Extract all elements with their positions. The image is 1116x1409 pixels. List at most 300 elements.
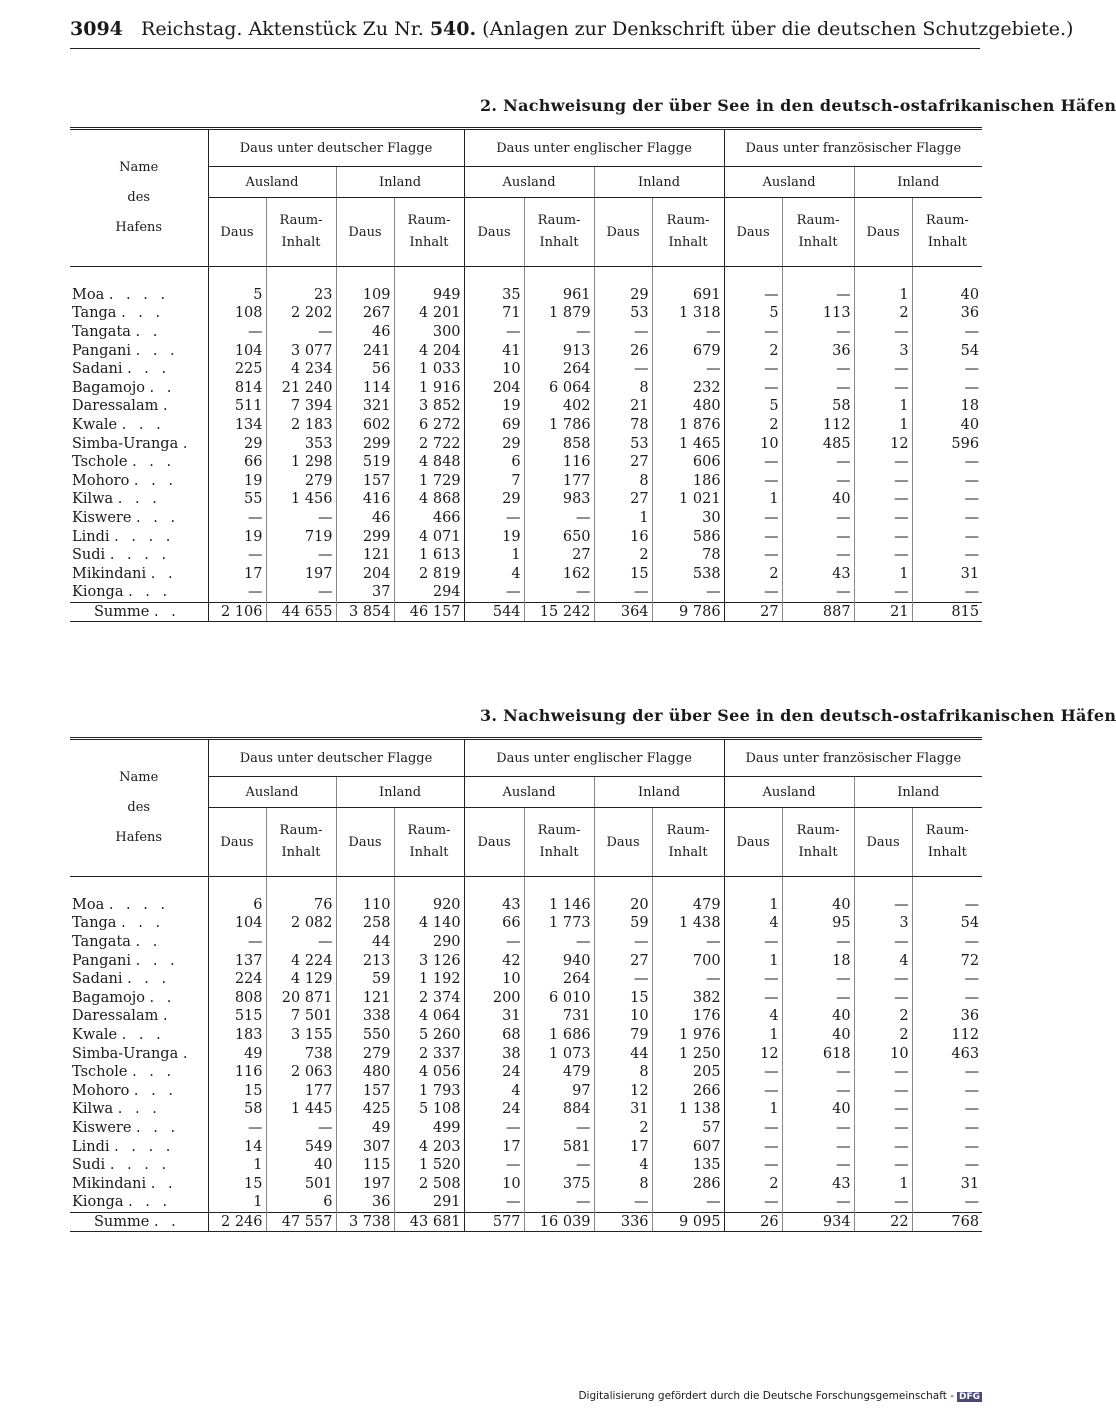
value-cell: 104 — [208, 914, 266, 933]
value-cell: — — [964, 934, 980, 951]
raum-inhalt-col-header — [524, 198, 594, 267]
value-cell: 177 — [524, 472, 594, 491]
value-cell: 44 — [594, 1044, 652, 1063]
leader-dots: . . . . — [109, 547, 171, 564]
value-cell: — — [964, 1101, 980, 1118]
value-cell: — — [782, 286, 854, 305]
sum-value-cell: 887 — [782, 602, 854, 622]
name-header-line: Name — [119, 770, 159, 785]
value-cell: 15 — [594, 565, 652, 584]
value-cell: — — [782, 1193, 854, 1212]
value-cell: — — [652, 360, 724, 379]
value-cell: 499 — [394, 1119, 464, 1138]
footer — [578, 1390, 982, 1402]
port-name-cell — [70, 490, 208, 509]
value-cell: — — [724, 1137, 782, 1156]
value-cell: 4 140 — [394, 914, 464, 933]
value-cell: 581 — [524, 1137, 594, 1156]
port-name: Mohoro — [72, 1082, 130, 1099]
raum-label: Raum- — [279, 823, 323, 838]
value-cell: 4 129 — [266, 970, 336, 989]
value-cell: 53 — [594, 434, 652, 453]
value-cell: 511 — [208, 397, 266, 416]
port-name: Bagamojo — [72, 379, 145, 396]
sum-value-cell: 46 157 — [394, 602, 464, 622]
value-cell: 808 — [208, 989, 266, 1008]
value-cell: — — [782, 472, 854, 491]
value-cell: 884 — [524, 1100, 594, 1119]
value-cell: — — [964, 584, 980, 601]
value-cell: 157 — [336, 472, 394, 491]
sum-value-cell: 9 095 — [652, 1212, 724, 1232]
value-cell: — — [464, 509, 524, 528]
sum-value-cell: 21 — [854, 602, 912, 622]
ausland-header: Ausland — [464, 777, 594, 808]
sum-value-cell: 544 — [464, 602, 524, 622]
port-name-cell — [70, 453, 208, 472]
value-cell: 40 — [266, 1156, 336, 1175]
leader-dots: . . . — [132, 454, 176, 471]
raum-label: Raum- — [796, 823, 840, 838]
value-cell: — — [854, 453, 912, 472]
value-cell: 3 852 — [394, 397, 464, 416]
value-cell: 10 — [464, 360, 524, 379]
port-name: Simba-Uranga — [72, 435, 179, 452]
value-cell: 602 — [336, 416, 394, 435]
value-cell: 4 — [724, 1007, 782, 1026]
leader-dots: . . . — [136, 1120, 180, 1137]
raum-label: Raum- — [925, 213, 969, 228]
raum-inhalt-col-header — [524, 808, 594, 877]
value-cell: 66 — [208, 453, 266, 472]
value-cell: 4 203 — [394, 1137, 464, 1156]
value-cell: 54 — [960, 342, 980, 359]
value-cell: 1 — [208, 1156, 266, 1175]
value-cell: 36 — [782, 341, 854, 360]
inhalt-label: Inhalt — [927, 235, 967, 250]
table-row — [70, 453, 982, 472]
daus-col-header: Daus — [594, 198, 652, 267]
leader-dots: . . — [135, 324, 162, 341]
table-row — [70, 933, 982, 952]
value-cell: 116 — [208, 1063, 266, 1082]
value-cell: 12 — [724, 1044, 782, 1063]
value-cell: 16 — [594, 527, 652, 546]
value-cell: 104 — [208, 341, 266, 360]
value-cell: — — [782, 989, 854, 1008]
table-row — [70, 583, 982, 602]
value-cell: 731 — [524, 1007, 594, 1026]
value-cell: 12 — [594, 1082, 652, 1101]
value-cell: 46 — [336, 509, 394, 528]
value-cell: 66 — [464, 914, 524, 933]
value-cell: 375 — [524, 1175, 594, 1194]
value-cell: 40 — [782, 1026, 854, 1045]
name-header-line: Hafens — [115, 830, 163, 845]
value-cell: 2 — [724, 341, 782, 360]
table-row — [70, 1063, 982, 1082]
inhalt-label: Inhalt — [668, 235, 708, 250]
leader-dots: . . . — [127, 971, 171, 988]
value-cell: 18 — [960, 398, 980, 415]
value-cell: — — [854, 896, 912, 915]
value-cell: 20 871 — [266, 989, 336, 1008]
value-cell: 29 — [464, 434, 524, 453]
value-cell: 814 — [208, 379, 266, 398]
value-cell: 8 — [594, 1175, 652, 1194]
port-name-cell — [70, 323, 208, 342]
inland-header: Inland — [594, 777, 724, 808]
table-row — [70, 546, 982, 565]
port-name: Moa — [72, 896, 105, 913]
sum-value-cell: 2 106 — [208, 602, 266, 622]
value-cell: 57 — [652, 1119, 724, 1138]
value-cell: 27 — [594, 490, 652, 509]
table-row — [70, 1007, 982, 1026]
leader-dots: . . — [150, 1175, 177, 1192]
value-cell: 19 — [208, 527, 266, 546]
value-cell: 1 — [208, 1193, 266, 1212]
value-cell: 618 — [782, 1044, 854, 1063]
sum-label-cell — [70, 602, 208, 622]
sum-value-cell: 2 246 — [208, 1212, 266, 1232]
value-cell: 466 — [394, 509, 464, 528]
value-cell: — — [724, 933, 782, 952]
value-cell: 2 374 — [394, 989, 464, 1008]
port-name-cell — [70, 896, 208, 915]
value-cell: 338 — [336, 1007, 394, 1026]
value-cell: — — [208, 583, 266, 602]
value-cell: 538 — [652, 565, 724, 584]
value-cell: — — [266, 1119, 336, 1138]
value-cell: 1 879 — [524, 304, 594, 323]
name-header-line: des — [127, 800, 151, 815]
value-cell: 501 — [266, 1175, 336, 1194]
daus-col-header: Daus — [464, 198, 524, 267]
value-cell: — — [594, 583, 652, 602]
value-cell: 15 — [208, 1175, 266, 1194]
value-cell: — — [782, 360, 854, 379]
inland-header: Inland — [336, 167, 464, 198]
value-cell: 7 — [464, 472, 524, 491]
port-name: Daressalam — [72, 398, 159, 415]
daus-col-header: Daus — [724, 808, 782, 877]
value-cell: — — [782, 1082, 854, 1101]
value-cell: 224 — [208, 970, 266, 989]
leader-dots: . . . — [128, 584, 172, 601]
value-cell: 679 — [652, 341, 724, 360]
value-cell: — — [464, 1193, 524, 1212]
table-row — [70, 360, 982, 379]
table-row — [70, 1137, 982, 1156]
value-cell: 162 — [524, 565, 594, 584]
value-cell: — — [524, 1156, 594, 1175]
value-cell: 4 — [464, 1082, 524, 1101]
value-cell: 40 — [782, 490, 854, 509]
port-name: Lindi — [72, 1138, 110, 1155]
value-cell: 307 — [336, 1137, 394, 1156]
port-name-cell — [70, 1119, 208, 1138]
value-cell: 213 — [336, 951, 394, 970]
inhalt-label: Inhalt — [798, 235, 838, 250]
value-cell: — — [854, 1137, 912, 1156]
value-cell: 286 — [652, 1175, 724, 1194]
table-row — [70, 304, 982, 323]
value-cell: — — [724, 970, 782, 989]
sum-label: Summe — [94, 1213, 150, 1230]
value-cell: 267 — [336, 304, 394, 323]
value-cell: 36 — [336, 1193, 394, 1212]
sum-value-cell: 16 039 — [524, 1212, 594, 1232]
value-cell: — — [594, 360, 652, 379]
value-cell: 197 — [266, 565, 336, 584]
port-name: Tschole — [72, 1064, 128, 1081]
value-cell: 12 — [854, 434, 912, 453]
port-name: Kiswere — [72, 1120, 132, 1137]
value-cell: 21 240 — [266, 379, 336, 398]
value-cell: 56 — [336, 360, 394, 379]
value-cell: 78 — [594, 416, 652, 435]
daus-col-header: Daus — [208, 198, 266, 267]
sum-row — [70, 602, 982, 622]
value-cell: 2 — [854, 1007, 912, 1026]
value-cell: 2 — [594, 546, 652, 565]
flag-header: Daus unter französischer Flagge — [724, 739, 982, 777]
value-cell: — — [964, 528, 980, 545]
value-cell: 1 021 — [652, 490, 724, 509]
value-cell: 10 — [854, 1044, 912, 1063]
leader-dots: . . . — [127, 361, 171, 378]
value-cell: 76 — [266, 896, 336, 915]
value-cell: — — [854, 490, 912, 509]
value-cell: 1 — [854, 416, 912, 435]
port-name: Tanga — [72, 305, 117, 322]
leader-dots: . . . — [133, 1082, 177, 1099]
value-cell: — — [964, 1194, 980, 1211]
value-cell: 2 — [594, 1119, 652, 1138]
value-cell: 40 — [782, 896, 854, 915]
value-cell: — — [854, 527, 912, 546]
port-name-cell — [70, 1156, 208, 1175]
sum-value-cell: 27 — [724, 602, 782, 622]
table-row — [70, 379, 982, 398]
leader-dots: . . — [150, 565, 177, 582]
value-cell: 353 — [266, 434, 336, 453]
value-cell: 17 — [464, 1137, 524, 1156]
value-cell: 5 108 — [394, 1100, 464, 1119]
flag-header: Daus unter französischer Flagge — [724, 129, 982, 167]
value-cell: — — [594, 970, 652, 989]
port-name-cell — [70, 583, 208, 602]
value-cell: 59 — [336, 970, 394, 989]
value-cell: 8 — [594, 1063, 652, 1082]
port-name: Bagamojo — [72, 989, 145, 1006]
sum-value-cell: 26 — [724, 1212, 782, 1232]
raum-label: Raum- — [666, 213, 710, 228]
table-row — [70, 1026, 982, 1045]
value-cell: 1 520 — [394, 1156, 464, 1175]
port-name: Kilwa — [72, 1101, 114, 1118]
value-cell: 4 204 — [394, 341, 464, 360]
inhalt-label: Inhalt — [927, 845, 967, 860]
value-cell: 1 465 — [652, 434, 724, 453]
port-name: Kwale — [72, 417, 118, 434]
value-cell: 1 438 — [652, 914, 724, 933]
port-name: Pangani — [72, 952, 131, 969]
value-cell: 1 — [854, 286, 912, 305]
value-cell: 738 — [266, 1044, 336, 1063]
inhalt-label: Inhalt — [281, 235, 321, 250]
leader-dots: . . . — [121, 1027, 165, 1044]
value-cell: 264 — [524, 360, 594, 379]
value-cell: — — [854, 509, 912, 528]
value-cell: 1 250 — [652, 1044, 724, 1063]
value-cell: — — [724, 453, 782, 472]
value-cell: 700 — [652, 951, 724, 970]
port-name-cell — [70, 341, 208, 360]
name-header-line: Hafens — [115, 220, 163, 235]
value-cell: — — [854, 1119, 912, 1138]
value-cell: — — [964, 896, 980, 913]
value-cell: — — [652, 933, 724, 952]
value-cell: 6 — [464, 453, 524, 472]
value-cell: 10 — [464, 1175, 524, 1194]
value-cell: — — [724, 1063, 782, 1082]
value-cell: 27 — [524, 546, 594, 565]
value-cell: 115 — [336, 1156, 394, 1175]
flag-header: Daus unter englischer Flagge — [464, 129, 724, 167]
table-3-title: 3. Nachweisung der über See in den deutsch-ostafrikanischen Häfen — [480, 706, 1116, 725]
value-cell: 1 793 — [394, 1082, 464, 1101]
sum-value-cell: 44 655 — [266, 602, 336, 622]
value-cell: — — [854, 379, 912, 398]
header-nr: 540. — [429, 18, 477, 40]
ausland-header: Ausland — [208, 777, 336, 808]
daus-col-header: Daus — [854, 808, 912, 877]
value-cell: 134 — [208, 416, 266, 435]
value-cell: 300 — [394, 323, 464, 342]
value-cell: 913 — [524, 341, 594, 360]
value-cell: 10 — [594, 1007, 652, 1026]
ausland-header: Ausland — [724, 167, 854, 198]
value-cell: 2 — [854, 304, 912, 323]
value-cell: 109 — [336, 286, 394, 305]
value-cell: 264 — [524, 970, 594, 989]
value-cell: 3 077 — [266, 341, 336, 360]
port-name: Mohoro — [72, 472, 130, 489]
value-cell: 97 — [524, 1082, 594, 1101]
value-cell: — — [964, 989, 980, 1006]
value-cell: — — [594, 323, 652, 342]
value-cell: 2 063 — [266, 1063, 336, 1082]
value-cell: 36 — [960, 305, 980, 322]
value-cell: 1 976 — [652, 1026, 724, 1045]
value-cell: — — [208, 323, 266, 342]
value-cell: — — [782, 323, 854, 342]
value-cell: 4 071 — [394, 527, 464, 546]
value-cell: 6 010 — [524, 989, 594, 1008]
value-cell: 299 — [336, 527, 394, 546]
value-cell: 258 — [336, 914, 394, 933]
port-name-cell — [70, 1100, 208, 1119]
value-cell: 204 — [336, 565, 394, 584]
table-row — [70, 1044, 982, 1063]
value-cell: 137 — [208, 951, 266, 970]
daus-col-header: Daus — [594, 808, 652, 877]
value-cell: 241 — [336, 341, 394, 360]
header-rule — [70, 48, 980, 49]
raum-inhalt-col-header — [652, 808, 724, 877]
value-cell: — — [594, 933, 652, 952]
table-row — [70, 1193, 982, 1212]
page-number: 3094 — [70, 18, 123, 40]
value-cell: 44 — [336, 933, 394, 952]
value-cell: 1 613 — [394, 546, 464, 565]
value-cell: — — [208, 1119, 266, 1138]
value-cell: — — [652, 1193, 724, 1212]
value-cell: — — [724, 1082, 782, 1101]
value-cell: 291 — [394, 1193, 464, 1212]
raum-label: Raum- — [796, 213, 840, 228]
daus-col-header: Daus — [336, 198, 394, 267]
value-cell: 17 — [594, 1137, 652, 1156]
value-cell: 2 722 — [394, 434, 464, 453]
value-cell: 135 — [652, 1156, 724, 1175]
port-name-cell — [70, 1007, 208, 1026]
value-cell: 71 — [464, 304, 524, 323]
value-cell: — — [854, 989, 912, 1008]
value-cell: 4 868 — [394, 490, 464, 509]
value-cell: 940 — [524, 951, 594, 970]
value-cell: — — [208, 509, 266, 528]
value-cell: 3 — [854, 341, 912, 360]
value-cell: — — [724, 472, 782, 491]
raum-label: Raum- — [407, 823, 451, 838]
value-cell: — — [724, 286, 782, 305]
value-cell: 186 — [652, 472, 724, 491]
flag-header: Daus unter englischer Flagge — [464, 739, 724, 777]
value-cell: 2 — [854, 1026, 912, 1045]
port-name-cell — [70, 1063, 208, 1082]
value-cell: — — [724, 546, 782, 565]
value-cell: 29 — [208, 434, 266, 453]
daus-col-header: Daus — [464, 808, 524, 877]
value-cell: 5 — [724, 304, 782, 323]
value-cell: — — [724, 509, 782, 528]
value-cell: — — [782, 933, 854, 952]
value-cell: — — [724, 989, 782, 1008]
port-name-cell — [70, 1082, 208, 1101]
table-2-title: 2. Nachweisung der über See in den deutsch-ostafrikanischen Häfen — [480, 96, 1116, 115]
value-cell: 8 — [594, 472, 652, 491]
value-cell: — — [854, 583, 912, 602]
sum-label-cell — [70, 1212, 208, 1232]
value-cell: — — [854, 1193, 912, 1212]
value-cell: 2 — [724, 1175, 782, 1194]
value-cell: — — [652, 970, 724, 989]
value-cell: 37 — [336, 583, 394, 602]
value-cell: 1 138 — [652, 1100, 724, 1119]
value-cell: — — [782, 1156, 854, 1175]
sum-value-cell: 3 854 — [336, 602, 394, 622]
value-cell: 1 445 — [266, 1100, 336, 1119]
value-cell: — — [964, 361, 980, 378]
value-cell: 23 — [266, 286, 336, 305]
value-cell: — — [964, 454, 980, 471]
name-header-line: Name — [119, 160, 159, 175]
value-cell: 43 — [464, 896, 524, 915]
value-cell: 279 — [336, 1044, 394, 1063]
